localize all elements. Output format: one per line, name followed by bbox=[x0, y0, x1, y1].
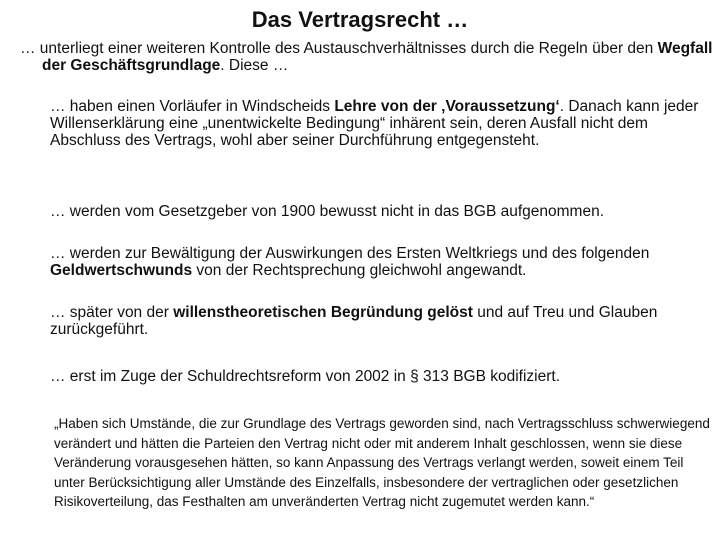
slide-title: Das Vertragsrecht … bbox=[251, 7, 469, 32]
intro-bold-term: Wegfall der Geschäftsgrundlage bbox=[42, 40, 713, 74]
point-1-text-end: . Danach kann jeder Willenserklärung eine „unentwickelte Bedingung“ inhärent sein, deren Ausfall nicht dem Abschluss des Vertrags, wohl aber seiner Durchführung entgegensteht. bbox=[50, 98, 699, 149]
point-bgb-1900: … werden vom Gesetzgeber von 1900 bewusst nicht in das BGB aufgenommen. bbox=[50, 203, 604, 220]
point-3-text-end: von der Rechtsprechung gleichwohl angewandt. bbox=[192, 262, 527, 279]
point-schuldrechtsreform: … erst im Zuge der Schuldrechtsreform von 2002 in § 313 BGB kodifiziert. bbox=[50, 368, 561, 385]
point-first-world-war bbox=[50, 245, 710, 279]
point-1-text-start: … haben einen Vorläufer in Windscheids bbox=[50, 98, 335, 115]
point-windscheid bbox=[50, 98, 710, 149]
intro-text-start: … unterliegt einer weiteren Kontrolle des Austauschverhältnisses durch die Regeln über den bbox=[20, 40, 658, 57]
intro-paragraph bbox=[20, 40, 720, 74]
intro-text-end: . Diese … bbox=[220, 57, 289, 74]
point-4-bold-term: willenstheoretischen Begründung gelöst bbox=[173, 304, 473, 321]
point-treu-und-glauben bbox=[50, 304, 710, 338]
point-1-bold-term: Lehre von der ‚Voraussetzung‘ bbox=[334, 98, 560, 115]
point-4-text-end: und auf Treu und Glauben zurückgeführt. bbox=[50, 304, 658, 338]
section-313-quote: „Haben sich Umstände, die zur Grundlage des Vertrags geworden sind, nach Vertragsschluss schwerwiegend verändert und hätten die Parteien den Vertrag nicht oder mit anderem Inhalt geschlossen, wenn sie diese Veränderung vorausgesehen hätten, so kann Anpassung des Vertrags verlangt werden, soweit einem Teil unter Berücksichtigung aller Umstände des Einzelfalls, insbesondere der vertraglichen oder gesetzlichen Risikoverteilung, das Festhalten am unveränderten Vertrag nicht zugemutet werden kann.“ bbox=[54, 416, 710, 509]
point-4-text-start: … später von der bbox=[50, 304, 174, 321]
point-3-bold-term: Geldwertschwunds bbox=[50, 262, 193, 279]
point-3-text-start: … werden zur Bewältigung der Auswirkungen des Ersten Weltkriegs und des folgenden bbox=[50, 245, 650, 262]
